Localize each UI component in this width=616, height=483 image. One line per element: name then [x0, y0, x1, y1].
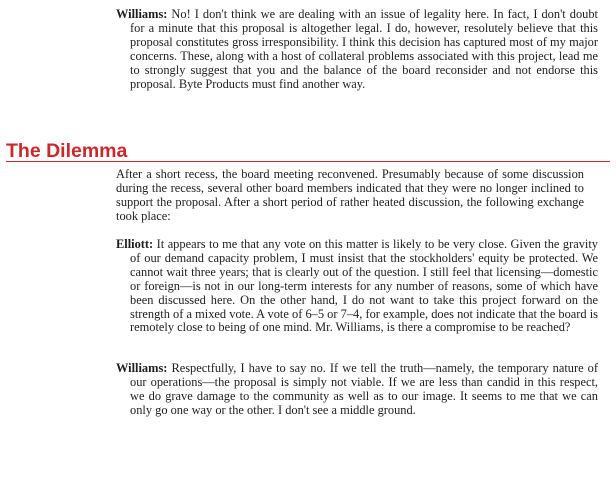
- statement-text: Respectfully, I have to say no. If we tell the truth—namely, the temporary nature of our operations—the proposal is simply not viable. If we are less than candid in this respect, we do grave damage to the community as well as to our image. It seems to me that we can only go one way or the other. I don't see a middle ground.: [130, 361, 598, 417]
- section-header: [6, 140, 610, 164]
- section-divider: [6, 161, 610, 162]
- speaker-name: Williams:: [116, 7, 168, 21]
- section-heading: The Dilemma: [6, 140, 128, 162]
- narrative-paragraph: After a short recess, the board meeting reconvened. Presumably because of some discussion during the recess, several other board members indicated that they were no longer inclined to support the proposal. After a short period of rather heated discussion, the following exchange took place:: [116, 167, 584, 223]
- speaker-name: Elliott:: [116, 237, 154, 251]
- statement-text: It appears to me that any vote on this matter is likely to be very close. Given the gravity of our demand capacity problem, I must insist that the stockholders' equity be protected. We cannot wait three years; that is clearly out of the question. I still feel that licensing—domestic or foreign—is not in our long-term interests for any number of reasons, some of which have been discussed here. On the other hand, I do not want to take this project forward on the strength of a mixed vote. A vote of 6–5 or 7–4, for example, does not indicate that the board is remotely close to being of one mind. Mr. Williams, is there a compromise to be reached?: [130, 237, 598, 335]
- williams-reply-paragraph: [116, 362, 598, 418]
- statement-text: No! I don't think we are dealing with an issue of legality here. In fact, I don't doubt for a minute that this proposal is altogether legal. I do, however, resolutely believe that this proposal constitutes gross irresponsibility. I think this decision has captured most of my major concerns. These, along with a host of collateral problems associated with this project, lead me to strongly suggest that you and the balance of the board reconsider and not endorse this proposal. Byte Products must find another way.: [130, 7, 598, 91]
- elliott-statement-paragraph: [116, 238, 598, 335]
- williams-statement-paragraph: [116, 8, 598, 91]
- speaker-name: Williams:: [116, 361, 168, 375]
